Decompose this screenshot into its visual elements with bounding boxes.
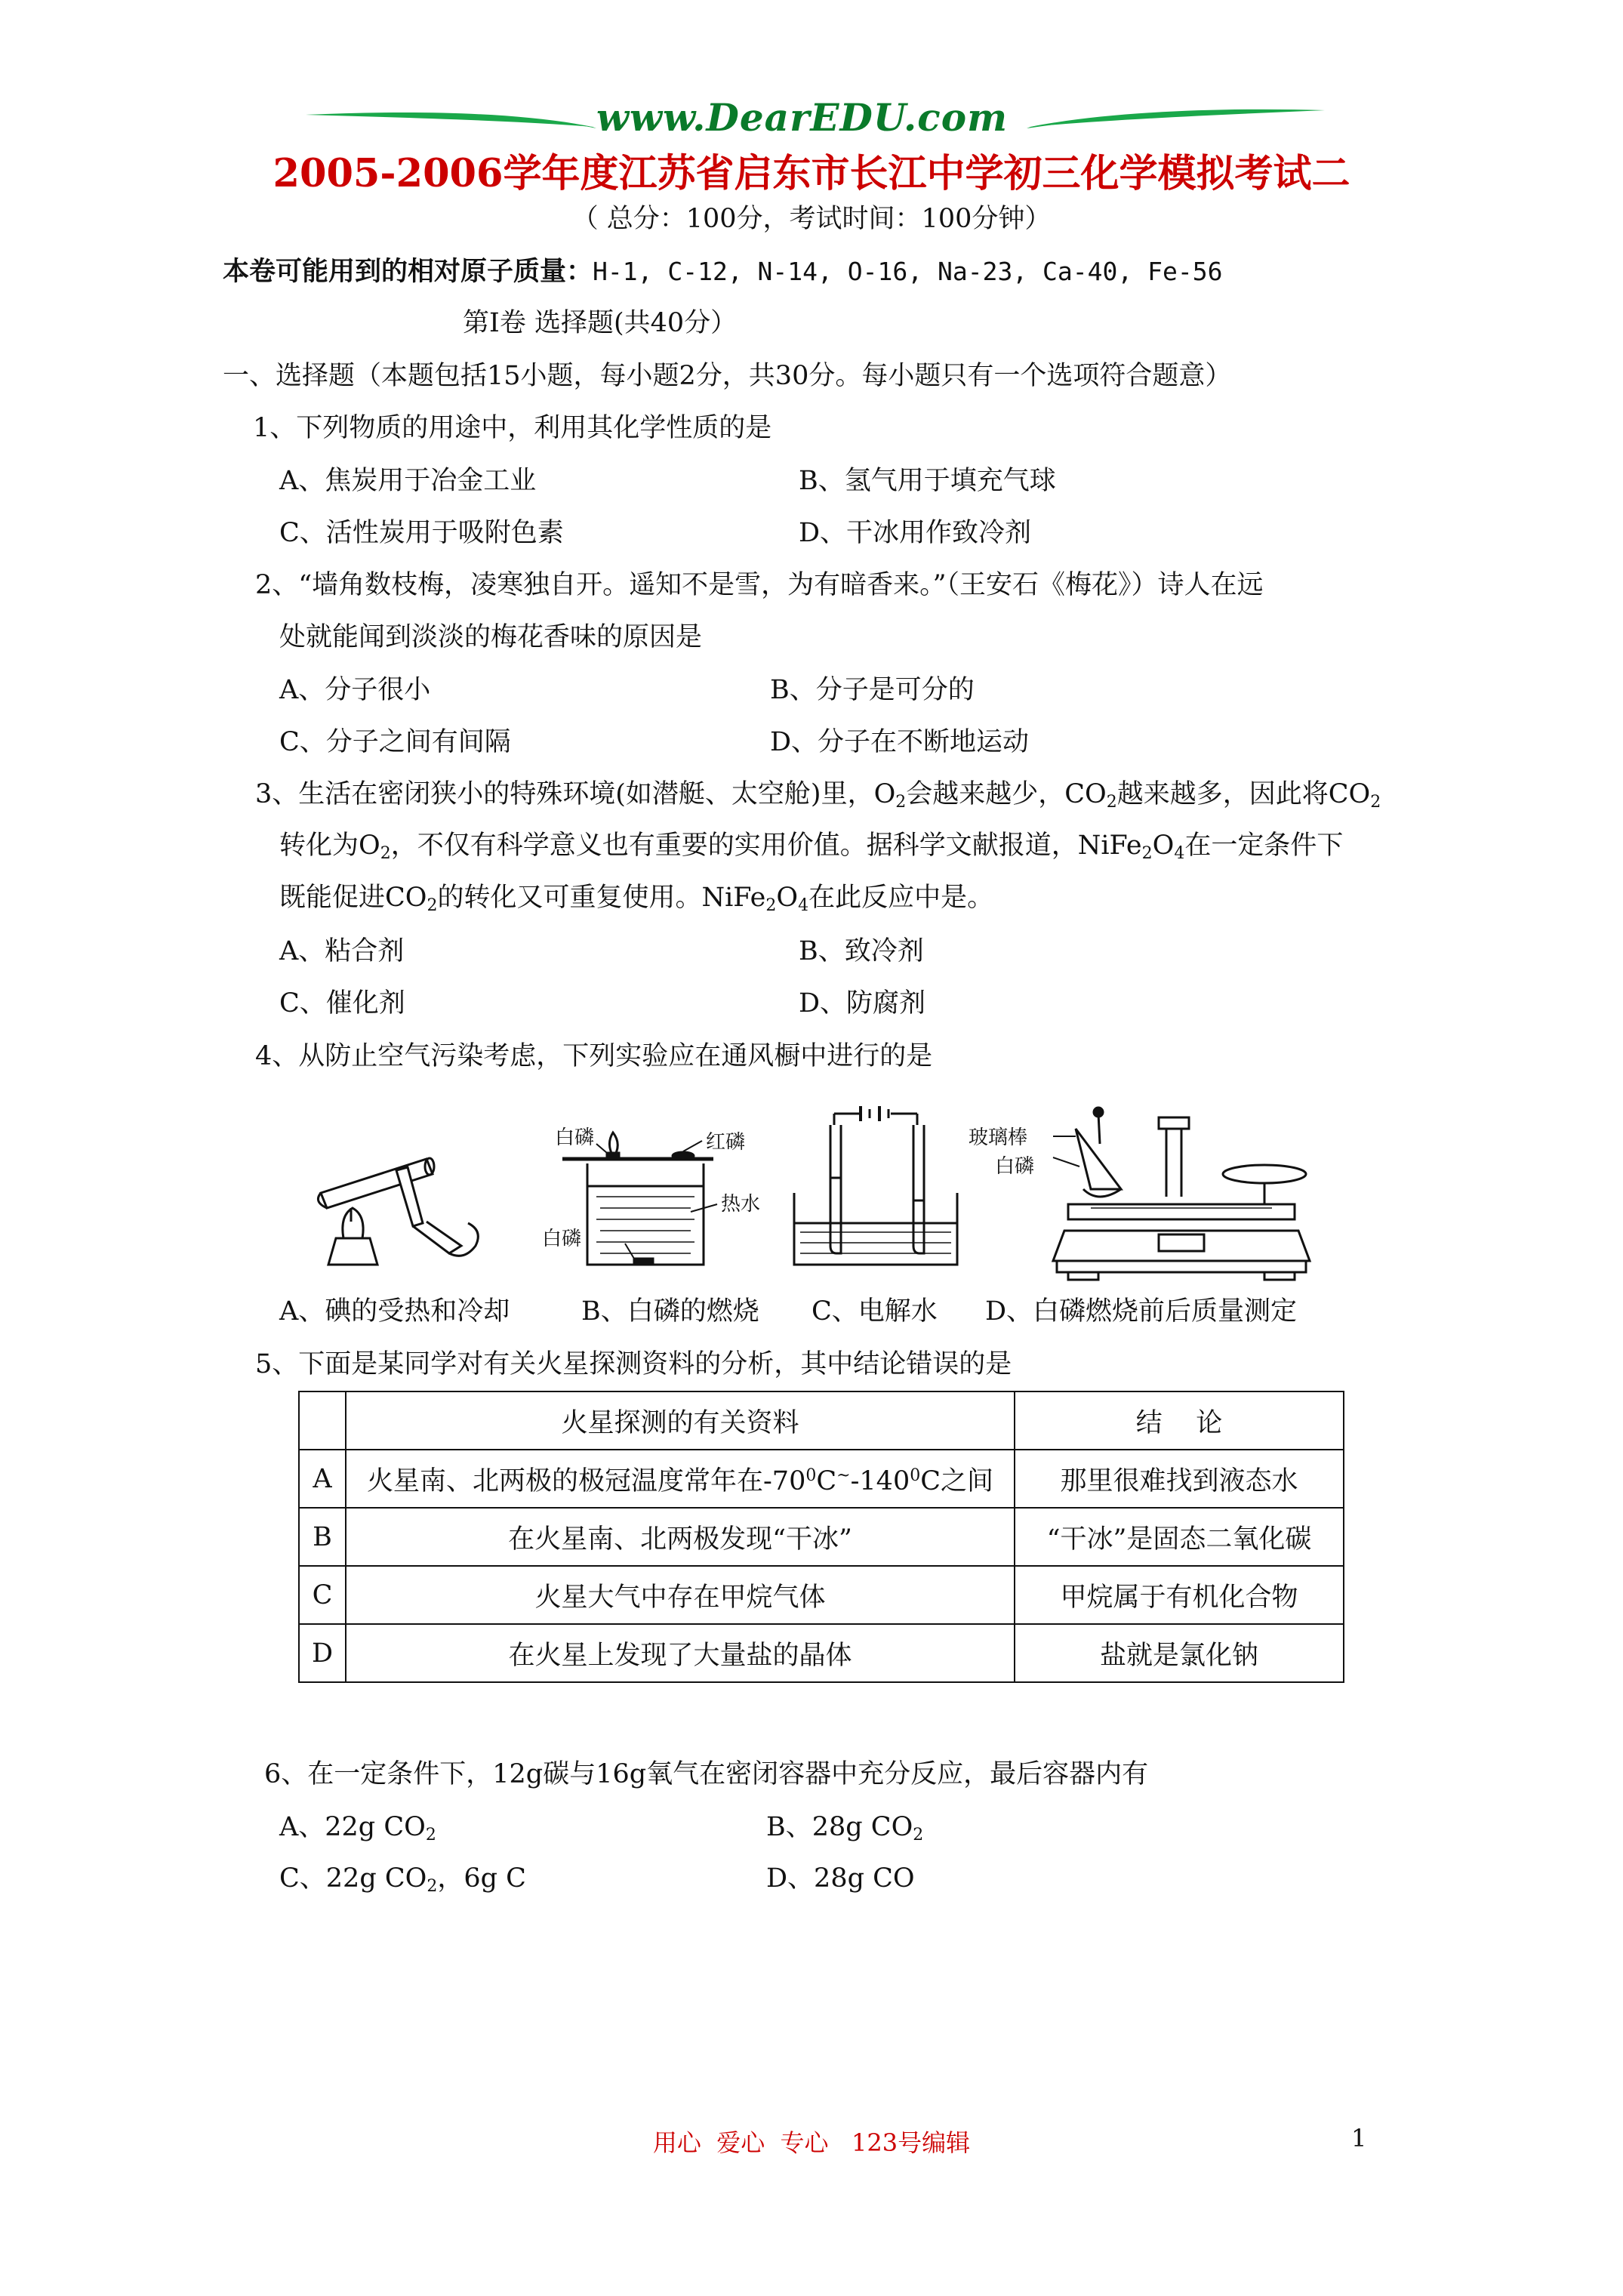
row-info-text: C之间: [920, 1465, 993, 1496]
question-4-option-c: C、电解水: [812, 1296, 938, 1327]
subscript: 2: [427, 1877, 438, 1896]
question-3-stem-line1: [255, 778, 1381, 811]
superscript: ~: [836, 1465, 851, 1485]
superscript: 0: [805, 1465, 817, 1485]
question-1-option-b: B、氢气用于填充气球: [799, 466, 1056, 496]
question-6-option-d: D、28g CO: [766, 1863, 915, 1894]
label-hot-water: 热水: [721, 1193, 761, 1216]
row-info: 在火星南、北两极发现“干冰”: [346, 1508, 1015, 1566]
row-key: C: [299, 1566, 346, 1624]
row-key: B: [299, 1508, 346, 1566]
exam-subtitle: （ 总分：100分，考试时间：100分钟）: [571, 204, 1052, 234]
label-red-phosphorus: 红磷: [706, 1131, 746, 1154]
question-2-option-d: D、分子在不断地运动: [770, 727, 1030, 757]
table-header-info: 火星探测的有关资料: [346, 1391, 1015, 1450]
subscript: 4: [1174, 844, 1185, 863]
q3-text: 转化为O: [279, 831, 380, 861]
q3-text: 会越来越少，CO: [906, 779, 1107, 809]
table-row: [299, 1450, 1344, 1508]
subscript: 2: [1141, 844, 1153, 863]
question-1-option-d: D、干冰用作致冷剂: [799, 518, 1032, 548]
row-info: [346, 1450, 1015, 1508]
label-white-phosphorus-bottom: 白磷: [542, 1228, 582, 1250]
question-1-option-a: A、焦炭用于冶金工业: [279, 466, 537, 496]
question-3-option-b: B、致冷剂: [799, 936, 924, 966]
question-2-option-c: C、分子之间有间隔: [279, 727, 511, 757]
site-banner: www.DearEDU.com: [596, 95, 1009, 140]
q3-text: 既能促进CO: [279, 883, 427, 913]
atomic-mass-label: 本卷可能用到的相对原子质量：: [223, 256, 593, 287]
question-5-stem: 5、下面是某同学对有关火星探测资料的分析，其中结论错误的是: [255, 1349, 1012, 1379]
question-4-option-d: D、白磷燃烧前后质量测定: [985, 1296, 1298, 1327]
subscript: 2: [425, 1826, 436, 1845]
subscript: 2: [1370, 793, 1381, 812]
q3-text: ，不仅有科学意义也有重要的实用价值。据科学文献报道，NiFe: [390, 831, 1142, 861]
table-row: [299, 1624, 1344, 1682]
question-1-option-c: C、活性炭用于吸附色素: [279, 518, 564, 548]
question-2-stem-line1: 2、“墙角数枝梅，凌寒独自开。遥知不是雪，为有暗香来。”（王安石《梅花》）诗人在远: [255, 570, 1264, 600]
atomic-mass-values: H-1, C-12, N-14, O-16, Na-23, Ca-40, Fe-56: [593, 257, 1223, 286]
row-info-text: -140: [850, 1465, 910, 1496]
question-6-option-b: [766, 1811, 923, 1844]
label-white-phosphorus-top: 白磷: [555, 1126, 595, 1149]
exam-title: 2005-2006学年度江苏省启东市长江中学初三化学模拟考试二: [273, 151, 1350, 196]
option-text: B、28g CO: [766, 1812, 913, 1842]
row-key: A: [299, 1450, 346, 1508]
row-conclusion: “干冰”是固态二氧化碳: [1015, 1508, 1344, 1566]
question-4-option-b: B、白磷的燃烧: [581, 1296, 759, 1327]
question-4-option-a: A、碘的受热和冷却: [279, 1296, 510, 1327]
question-3-option-a: A、粘合剂: [279, 936, 405, 966]
row-conclusion: 甲烷属于有机化合物: [1015, 1566, 1344, 1624]
section-heading: 一、选择题（本题包括15小题，每小题2分，共30分。每小题只有一个选项符合题意）: [223, 361, 1232, 391]
table-row: [299, 1566, 1344, 1624]
q3-text: 3、生活在密闭狭小的特殊环境(如潜艇、太空舱)里，O: [255, 779, 896, 809]
q3-text: O: [776, 883, 799, 913]
question-6-option-a: [279, 1811, 436, 1844]
superscript: 0: [910, 1465, 921, 1485]
question-3-option-d: D、防腐剂: [799, 988, 926, 1019]
row-key: D: [299, 1624, 346, 1682]
row-conclusion: 那里很难找到液态水: [1015, 1450, 1344, 1508]
question-6-option-c: [279, 1862, 526, 1895]
question-2-option-a: A、分子很小: [279, 675, 431, 705]
table-row: [299, 1508, 1344, 1566]
label-white-phosphorus-balance: 白磷: [995, 1155, 1035, 1178]
table-header-key: [299, 1391, 346, 1450]
footer-text: 用心 爱心 专心 123号编辑: [652, 2128, 971, 2157]
question-2-option-b: B、分子是可分的: [770, 675, 975, 705]
electrolysis-figure: [785, 1102, 966, 1276]
balance-figure: [1046, 1099, 1317, 1284]
option-text: C、22g CO: [279, 1863, 427, 1894]
label-glass-rod: 玻璃棒: [969, 1126, 1028, 1149]
option-text: A、22g CO: [279, 1812, 426, 1842]
table-header-row: [299, 1391, 1344, 1450]
row-info: 火星大气中存在甲烷气体: [346, 1566, 1015, 1624]
subscript: 2: [765, 896, 777, 915]
question-6-stem: 6、在一定条件下，12g碳与16g氧气在密闭容器中充分反应，最后容器内有: [264, 1759, 1149, 1789]
q3-text: 越来越多，因此将CO: [1116, 779, 1371, 809]
part-title: 第Ⅰ卷 选择题(共40分）: [463, 308, 738, 338]
q3-text: 的转化又可重复使用。NiFe: [437, 883, 766, 913]
table-header-conclusion: 结 论: [1015, 1391, 1344, 1450]
atomic-mass-line: [223, 255, 1222, 288]
row-info-text: 火星南、北两极的极冠温度常年在-70: [366, 1465, 806, 1496]
subscript: 2: [913, 1826, 924, 1845]
row-info-text: C: [816, 1465, 837, 1496]
iodine-heating-figure: [313, 1133, 494, 1276]
question-2-stem-line2: 处就能闻到淡淡的梅花香味的原因是: [279, 622, 703, 652]
subscript: 4: [798, 896, 809, 915]
question-1-stem: 1、下列物质的用途中，利用其化学性质的是: [253, 413, 772, 443]
question-3-stem-line3: [279, 881, 993, 914]
question-3-option-c: C、催化剂: [279, 988, 405, 1019]
row-info: 在火星上发现了大量盐的晶体: [346, 1624, 1015, 1682]
q3-text: O: [1152, 831, 1175, 861]
q3-text: 在此反应中是。: [808, 883, 994, 913]
option-text: ，6g C: [437, 1863, 526, 1894]
question-3-stem-line2: [279, 829, 1343, 862]
subscript: 2: [895, 793, 907, 812]
subscript: 2: [1106, 793, 1117, 812]
row-conclusion: 盐就是氯化钠: [1015, 1624, 1344, 1682]
page-number: 1: [1351, 2124, 1367, 2153]
q3-text: 在一定条件下: [1184, 831, 1344, 861]
mars-data-table: [298, 1391, 1344, 1683]
question-4-stem: 4、从防止空气污染考虑，下列实验应在通风橱中进行的是: [255, 1041, 933, 1071]
subscript: 2: [380, 844, 391, 863]
subscript: 2: [427, 896, 438, 915]
